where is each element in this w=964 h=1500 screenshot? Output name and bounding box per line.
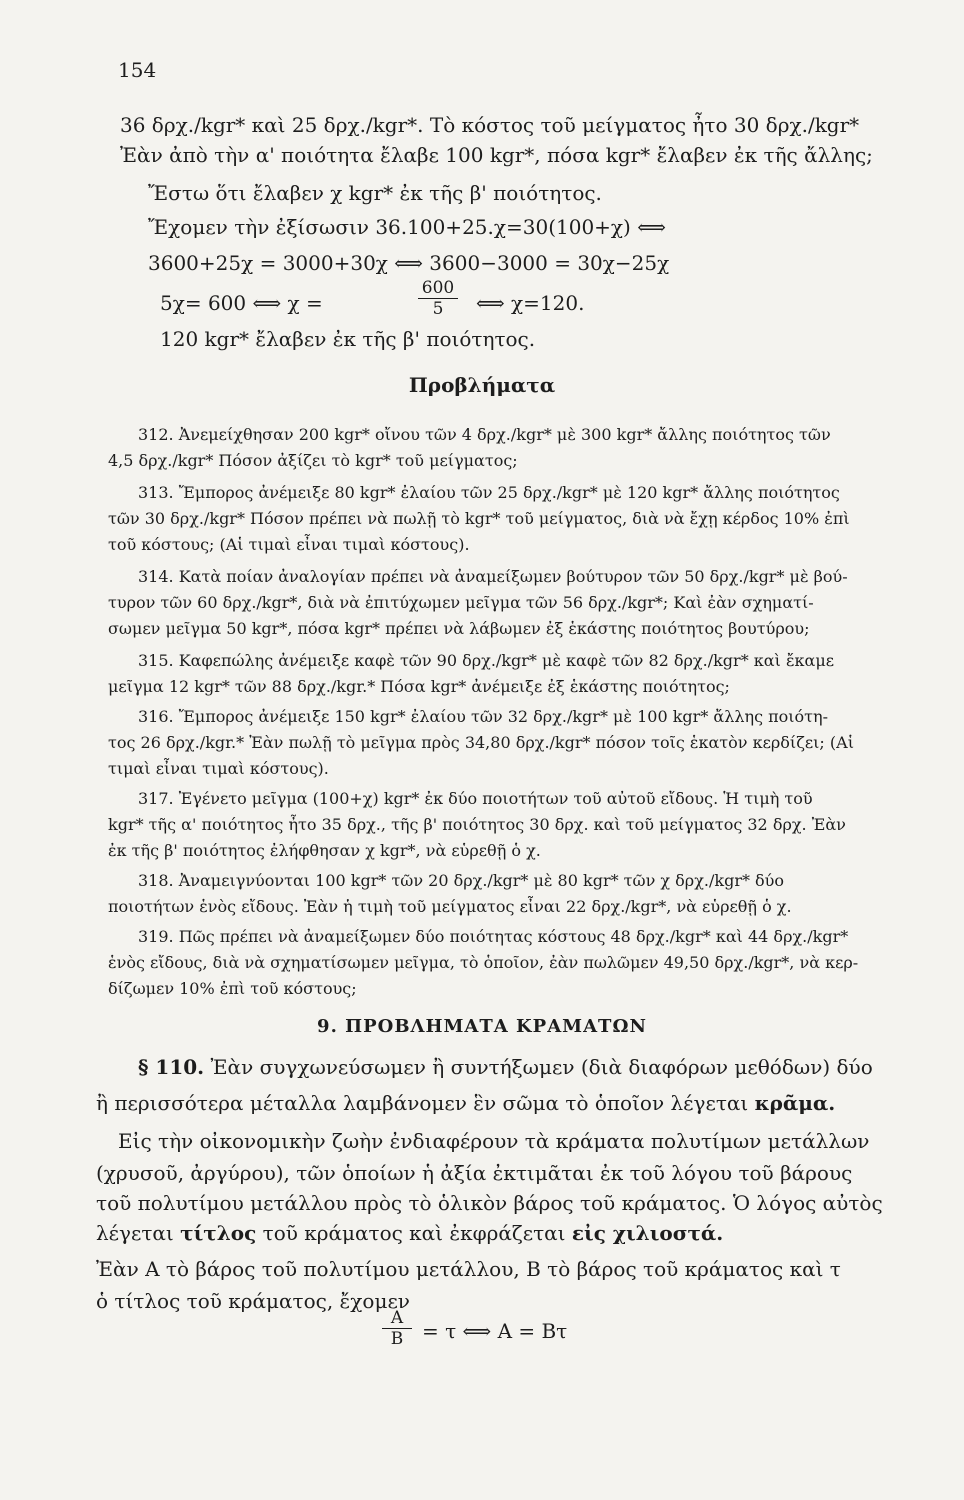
problem-line: τυρον τῶν 60 δρχ./kgr*, διὰ νὰ ἐπιτύχωμεν μεῖγμα τῶν 56 δρχ./kgr*; Καὶ ἐὰν σχηματί- [108,593,814,612]
section-paragraph-2-line-3: τοῦ πολυτίμου μετάλλου πρὸς τὸ ὁλικὸν βάρος τοῦ κράματος. Ὁ λόγος αὐτὸς [96,1191,883,1215]
section-paragraph-3-line-1: Ἐὰν Α τὸ βάρος τοῦ πολυτίμου μετάλλου, Β τὸ βάρος τοῦ κράματος καὶ τ [96,1257,841,1281]
section-text: τοῦ κράματος καὶ ἐκφράζεται [262,1221,566,1245]
section-text: Ἐὰν συγχωνεύσωμεν ἢ συντήξωμεν (διὰ διαφόρων μεθόδων) δύο [210,1055,873,1079]
problem-line: μεῖγμα 12 kgr* τῶν 88 δρχ./kgr.* Πόσα kgr* ἀνέμειξε ἐξ ἑκάστης ποιότητος; [108,677,730,696]
problems-heading: Προβλήματα [408,373,556,397]
section-number: § 110. [138,1055,205,1079]
term-krama: κρᾶμα. [754,1091,836,1115]
problem-line: 316. Ἔμπορος ἀνέμειξε 150 kgr* ἐλαίου τῶν 32 δρχ./kgr* μὲ 100 kgr* ἄλλης ποιότη- [138,707,829,726]
problem-line: 4,5 δρχ./kgr* Πόσον ἀξίζει τὸ kgr* τοῦ μείγματος; [108,451,518,470]
section-paragraph-1-line-2 [96,1090,835,1116]
problem-line: 313. Ἔμπορος ἀνέμειξε 80 kgr* ἐλαίου τῶν 25 δρχ./kgr* μὲ 120 kgr* ἄλλης ποιότητος [138,483,840,502]
fraction-numerator: 600 [418,278,458,299]
problem-line: σωμεν μεῖγμα 50 kgr*, πόσα kgr* πρέπει νὰ λάβωμεν ἐξ ἑκάστης ποιότητος βουτύρου; [108,619,810,638]
formula-numerator: Α [382,1308,412,1329]
worked-equation-3: 5χ= 600 ⟺ χ = [160,291,323,315]
page-number: 154 [118,58,157,82]
section-heading: 9. ΠΡΟΒΛΗΜΑΤΑ ΚΡΑΜΑΤΩΝ [317,1016,647,1037]
section-paragraph-2-line-4 [96,1220,723,1246]
section-paragraph-3-line-2: ὁ τίτλος τοῦ κράματος, ἔχομεν [96,1289,410,1313]
problem-line: 315. Καφεπώλης ἀνέμειξε καφὲ τῶν 90 δρχ./kgr* μὲ καφὲ τῶν 82 δρχ./kgr* καὶ ἔκαμε [138,651,835,670]
problem-line: ἑνὸς εἴδους, διὰ νὰ σχηματίσωμεν μεῖγμα, τὸ ὁποῖον, ἐὰν πωλῶμεν 49,50 δρχ./kgr*, νὰ κερ- [108,953,859,972]
worked-conclusion: 120 kgr* ἔλαβεν ἐκ τῆς β' ποιότητος. [160,327,536,351]
problem-line: ἐκ τῆς β' ποιότητος ἐλήφθησαν χ kgr*, νὰ εὑρεθῇ ὁ χ. [108,841,541,860]
worked-line-1: 36 δρχ./kgr* καὶ 25 δρχ./kgr*. Τὸ κόστος τοῦ μείγματος ἦτο 30 δρχ./kgr* [120,113,860,137]
problem-line: 317. Ἐγένετο μεῖγμα (100+χ) kgr* ἐκ δύο ποιοτήτων τοῦ αὐτοῦ εἴδους. Ἡ τιμὴ τοῦ [138,789,813,808]
worked-fraction [418,278,458,319]
problem-line: τος 26 δρχ./kgr.* Ἐὰν πωλῇ τὸ μεῖγμα πρὸς 34,80 δρχ./kgr* πόσον τοῖς ἑκατὸν κερδίζει; (Αἱ [108,733,854,752]
worked-line-2: Ἐὰν ἀπὸ τὴν α' ποιότητα ἔλαβε 100 kgr*, πόσα kgr* ἔλαβεν ἐκ τῆς ἄλλης; [120,143,873,167]
section-text: ἢ περισσότερα μέταλλα λαμβάνομεν ἓν σῶμα τὸ ὁποῖον λέγεται [96,1091,749,1115]
problem-line: 314. Κατὰ ποίαν ἀναλογίαν πρέπει νὰ ἀναμείξωμεν βούτυρον τῶν 50 δρχ./kgr* μὲ βού- [138,567,848,586]
formula-fraction [382,1308,412,1349]
problem-line: ποιοτήτων ἑνὸς εἴδους. Ἐὰν ἡ τιμὴ τοῦ μείγματος εἶναι 22 δρχ./kgr*, νὰ εὑρεθῇ ὁ χ. [108,897,792,916]
formula-denominator: Β [390,1329,404,1349]
worked-equation-1: Ἔχομεν τὴν ἐξίσωσιν 36.100+25.χ=30(100+χ) ⟺ [148,215,666,239]
problem-line: τῶν 30 δρχ./kgr* Πόσον πρέπει νὰ πωλῇ τὸ kgr* τοῦ μείγματος, διὰ νὰ ἔχῃ κέρδος 10% ἐπὶ [108,509,850,528]
problem-line: τοῦ κόστους; (Αἱ τιμαὶ εἶναι τιμαὶ κόστους). [108,535,470,554]
term-chiliosta: εἰς χιλιοστά. [571,1221,724,1245]
term-titlos: τίτλος [180,1221,257,1245]
problem-line: 318. Ἀναμειγνύονται 100 kgr* τῶν 20 δρχ./kgr* μὲ 80 kgr* τῶν χ δρχ./kgr* δύο [138,871,785,890]
formula-rest: = τ ⟺ Α = Βτ [422,1319,568,1343]
worked-line-3: Ἔστω ὅτι ἔλαβεν χ kgr* ἐκ τῆς β' ποιότητος. [148,181,602,205]
worked-equation-2: 3600+25χ = 3000+30χ ⟺ 3600−3000 = 30χ−25χ [148,251,670,275]
section-paragraph-1-line-1 [138,1054,873,1080]
section-text: λέγεται [96,1221,174,1245]
problem-line: δίζωμεν 10% ἐπὶ τοῦ κόστους; [108,979,357,998]
problem-line: τιμαὶ εἶναι τιμαὶ κόστους). [108,759,329,778]
problem-line: 312. Ἀνεμείχθησαν 200 kgr* οἴνου τῶν 4 δρχ./kgr* μὲ 300 kgr* ἄλλης ποιότητος τῶν [138,425,831,444]
section-paragraph-2-line-1: Εἰς τὴν οἰκονομικὴν ζωὴν ἐνδιαφέρουν τὰ κράματα πολυτίμων μετάλλων [118,1129,870,1153]
section-paragraph-2-line-2: (χρυσοῦ, ἀργύρου), τῶν ὁποίων ἡ ἀξία ἐκτιμᾶται ἐκ τοῦ λόγου τοῦ βάρους [96,1161,853,1185]
worked-equation-3-result: ⟺ χ=120. [476,291,585,315]
problem-line: kgr* τῆς α' ποιότητος ἦτο 35 δρχ., τῆς β' ποιότητος 30 δρχ. καὶ τοῦ μείγματος 32 δρχ. Ἐὰν [108,815,846,834]
problem-line: 319. Πῶς πρέπει νὰ ἀναμείξωμεν δύο ποιότητας κόστους 48 δρχ./kgr* καὶ 44 δρχ./kgr* [138,927,849,946]
fraction-denominator: 5 [432,299,444,319]
